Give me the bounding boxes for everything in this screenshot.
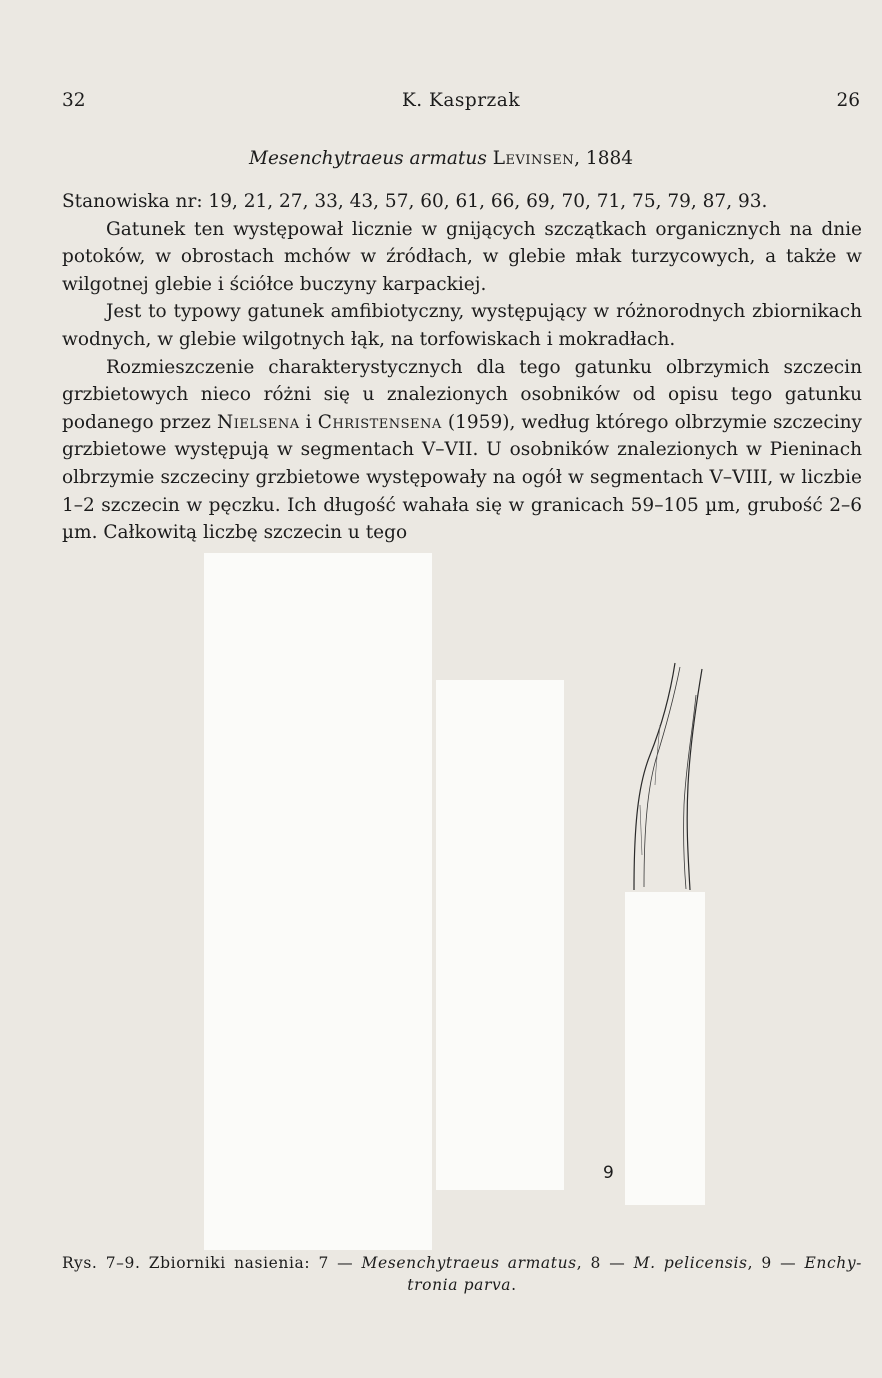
paragraph-setae: [62, 354, 862, 547]
species-name: Mesenchytraeus armatus: [249, 148, 487, 169]
figure-9-label: 9: [603, 1163, 614, 1183]
figure-caption: [62, 1252, 862, 1296]
figure-9-plate: [625, 892, 705, 1205]
figure-7-plate: [204, 553, 432, 1250]
paragraph-ecology: Jest to typowy gatunek amfibiotyczny, występujący w różnorodnych zbiornikach wodnych, w glebie wilgotnych łąk, na torfowiskach i mokradłach.: [62, 301, 862, 350]
page-header: [62, 90, 860, 116]
running-head: K. Kasprzak: [401, 90, 521, 111]
caption-species-9-part2: tronia parva: [407, 1276, 512, 1294]
caption-sep-2: , 9 —: [747, 1254, 805, 1272]
paragraph-localities: Stanowiska nr: 19, 21, 27, 33, 43, 57, 60, 61, 66, 69, 70, 71, 75, 79, 87, 93.: [62, 191, 768, 212]
page-number-right: 26: [836, 90, 860, 111]
caption-species-7: Mesenchytraeus armatus: [361, 1254, 577, 1272]
caption-end: .: [511, 1276, 517, 1294]
caption-prefix: Rys. 7–9. Zbiorniki nasienia: 7 —: [62, 1254, 362, 1272]
caption-species-8: M. pelicensis: [633, 1254, 748, 1272]
caption-line-1: [62, 1252, 862, 1274]
species-heading: [0, 148, 882, 169]
citation-author-2: Christensena: [317, 411, 442, 433]
species-year: , 1884: [574, 148, 633, 169]
paragraph-setae-part1: Rozmieszczenie charakterystycznych dla tego gatunku olbrzymich szczecin grzbietowych nieco różni się u znalezionych osobników od opisu tego gatunku podanego przez: [62, 356, 862, 433]
caption-species-9-part1: Enchy-: [804, 1254, 863, 1272]
page-number-left: 32: [62, 90, 86, 111]
paragraph-setae-part3: (1959), według którego olbrzymie szczeciny grzbietowe występują w segmentach V–VII. U osobników znalezionych w Pieninach olbrzymie szczeciny grzbietowe występowały na ogół w segmentach V–VIII, w liczbie 1–2 szczecin w pęczku. Ich długość wahała się w granicach 59–105 µm, grubość 2–6 µm. Całkowitą liczbę szczecin u tego: [62, 411, 862, 544]
figure-9-drawing: [620, 655, 720, 895]
species-author: Levinsen: [492, 148, 575, 169]
figure-8-plate: [436, 680, 564, 1190]
caption-sep-1: , 8 —: [576, 1254, 634, 1272]
caption-line-2: [62, 1274, 862, 1296]
paragraph-habitat: Gatunek ten występował licznie w gnijących szczątkach organicznych na dnie potoków, w obrostach mchów w źródłach, w glebie młak turzycowych, a także w wilgotnej glebie i ściółce buczyny karpackiej.: [62, 218, 862, 295]
paragraph-setae-part2: i: [299, 411, 318, 433]
citation-author-1: Nielsena: [217, 411, 300, 433]
body-text: [62, 188, 862, 547]
